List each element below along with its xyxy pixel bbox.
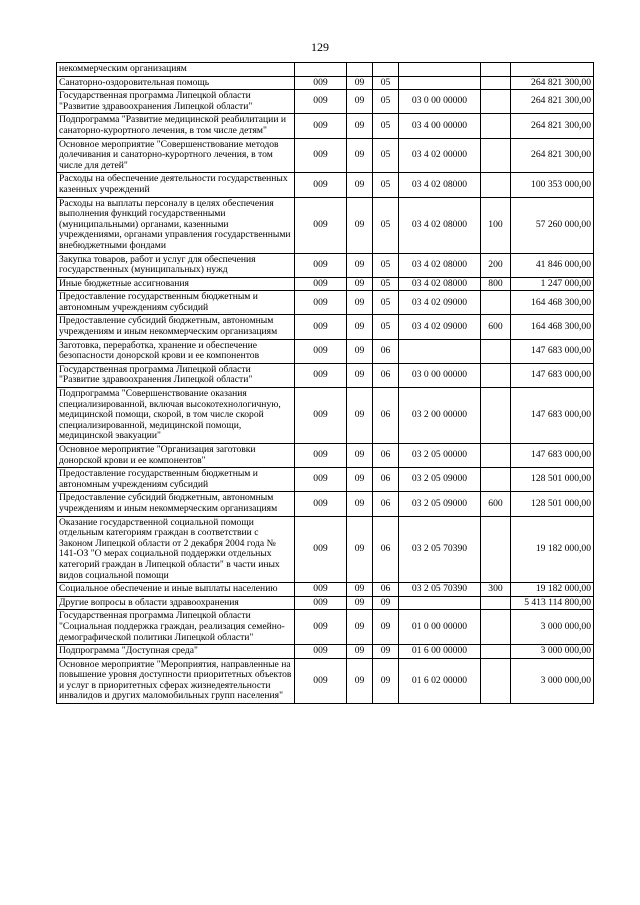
row-target-article-cell: 03 0 00 00000 — [399, 90, 481, 114]
row-section-cell: 09 — [347, 339, 373, 363]
table-row — [57, 388, 594, 444]
row-ved-cell: 009 — [295, 583, 347, 597]
row-ved-cell: 009 — [295, 610, 347, 645]
row-subsection-cell: 09 — [373, 596, 399, 610]
row-section-cell: 09 — [347, 583, 373, 597]
row-expense-type-cell — [481, 610, 511, 645]
row-target-article-cell: 01 6 00 00000 — [399, 645, 481, 659]
row-name-cell: Подпрограмма "Совершенствование оказания специализированной, включая высокотехнологичную, медицинской помощи, скорой, в том числе скорой специализированной, медицинской помощи, медицинской эвакуации" — [57, 388, 295, 444]
row-subsection-cell: 05 — [373, 90, 399, 114]
table-row — [57, 645, 594, 659]
row-name-cell: Предоставление государственным бюджетным и автономным учреждениям субсидий — [57, 291, 295, 315]
row-subsection-cell: 06 — [373, 363, 399, 387]
row-section-cell: 09 — [347, 138, 373, 173]
row-target-article-cell: 03 2 05 00000 — [399, 444, 481, 468]
row-ved-cell: 009 — [295, 253, 347, 277]
row-target-article-cell: 03 4 02 08000 — [399, 173, 481, 197]
row-subsection-cell: 05 — [373, 76, 399, 90]
row-target-article-cell: 03 2 05 70390 — [399, 583, 481, 597]
row-expense-type-cell — [481, 388, 511, 444]
row-amount-cell: 264 821 300,00 — [511, 76, 594, 90]
row-expense-type-cell — [481, 90, 511, 114]
row-ved-cell: 009 — [295, 645, 347, 659]
table-row — [57, 315, 594, 339]
row-name-cell: Государственная программа Липецкой области "Социальная поддержка граждан, реализация семейно-демографической политики Липецкой области" — [57, 610, 295, 645]
row-amount-cell: 264 821 300,00 — [511, 90, 594, 114]
table-row — [57, 658, 594, 703]
row-amount-cell — [511, 63, 594, 77]
row-expense-type-cell — [481, 291, 511, 315]
row-name-cell: Подпрограмма "Доступная среда" — [57, 645, 295, 659]
row-amount-cell: 147 683 000,00 — [511, 363, 594, 387]
row-name-cell: Расходы на обеспечение деятельности государственных казенных учреждений — [57, 173, 295, 197]
row-name-cell: Оказание государственной социальной помощи отдельным категориям граждан в соответствии с Законом Липецкой области от 2 декабря 2004 года № 141-ОЗ "О мерах социальной поддержки отдельных категорий граждан в Липецкой области" в части иных видов социальной помощи — [57, 516, 295, 583]
row-expense-type-cell — [481, 76, 511, 90]
row-section-cell: 09 — [347, 277, 373, 291]
row-target-article-cell: 03 4 02 09000 — [399, 291, 481, 315]
row-target-article-cell: 03 2 00 00000 — [399, 388, 481, 444]
row-name-cell: Подпрограмма "Развитие медицинской реабилитации и санаторно-курортного лечения, в том числе детям" — [57, 114, 295, 138]
row-subsection-cell: 06 — [373, 468, 399, 492]
row-expense-type-cell: 200 — [481, 253, 511, 277]
row-subsection-cell: 05 — [373, 138, 399, 173]
row-name-cell: Другие вопросы в области здравоохранения — [57, 596, 295, 610]
row-amount-cell: 264 821 300,00 — [511, 138, 594, 173]
row-section-cell: 09 — [347, 253, 373, 277]
row-subsection-cell: 09 — [373, 610, 399, 645]
row-ved-cell: 009 — [295, 363, 347, 387]
row-subsection-cell: 05 — [373, 277, 399, 291]
row-amount-cell: 128 501 000,00 — [511, 468, 594, 492]
table-row — [57, 253, 594, 277]
row-subsection-cell: 06 — [373, 444, 399, 468]
row-expense-type-cell — [481, 114, 511, 138]
row-amount-cell: 100 353 000,00 — [511, 173, 594, 197]
row-section-cell: 09 — [347, 291, 373, 315]
row-section-cell: 09 — [347, 114, 373, 138]
row-name-cell: Предоставление субсидий бюджетным, автономным учреждениям и иным некоммерческим организациям — [57, 492, 295, 516]
table-row — [57, 76, 594, 90]
row-target-article-cell: 01 0 00 00000 — [399, 610, 481, 645]
row-target-article-cell — [399, 339, 481, 363]
row-section-cell: 09 — [347, 90, 373, 114]
row-amount-cell: 3 000 000,00 — [511, 658, 594, 703]
table-row — [57, 90, 594, 114]
row-target-article-cell — [399, 76, 481, 90]
row-subsection-cell: 09 — [373, 658, 399, 703]
row-amount-cell: 164 468 300,00 — [511, 291, 594, 315]
row-ved-cell: 009 — [295, 388, 347, 444]
table-row — [57, 492, 594, 516]
row-section-cell: 09 — [347, 468, 373, 492]
row-amount-cell: 1 247 000,00 — [511, 277, 594, 291]
row-name-cell: Основное мероприятие "Мероприятия, направленные на повышение уровня доступности приоритетных объектов и услуг в приоритетных сферах жизнедеятельности инвалидов и других маломобильных групп населения" — [57, 658, 295, 703]
row-target-article-cell: 03 2 05 70390 — [399, 516, 481, 583]
row-target-article-cell — [399, 63, 481, 77]
row-ved-cell: 009 — [295, 315, 347, 339]
row-expense-type-cell — [481, 63, 511, 77]
row-section-cell: 09 — [347, 596, 373, 610]
row-ved-cell: 009 — [295, 291, 347, 315]
row-expense-type-cell: 600 — [481, 492, 511, 516]
table-row — [57, 197, 594, 253]
row-amount-cell: 147 683 000,00 — [511, 388, 594, 444]
row-name-cell: Закупка товаров, работ и услуг для обеспечения государственных (муниципальных) нужд — [57, 253, 295, 277]
row-target-article-cell: 03 4 02 08000 — [399, 197, 481, 253]
row-amount-cell: 147 683 000,00 — [511, 444, 594, 468]
row-name-cell: Государственная программа Липецкой области "Развитие здравоохранения Липецкой области" — [57, 363, 295, 387]
row-expense-type-cell — [481, 444, 511, 468]
row-target-article-cell: 03 4 00 00000 — [399, 114, 481, 138]
table-row — [57, 339, 594, 363]
table-row — [57, 596, 594, 610]
budget-table — [56, 62, 594, 704]
row-ved-cell: 009 — [295, 658, 347, 703]
row-amount-cell: 41 846 000,00 — [511, 253, 594, 277]
row-ved-cell: 009 — [295, 492, 347, 516]
row-section-cell: 09 — [347, 388, 373, 444]
row-amount-cell: 19 182 000,00 — [511, 516, 594, 583]
row-subsection-cell: 06 — [373, 516, 399, 583]
table-row — [57, 63, 594, 77]
table-row — [57, 173, 594, 197]
row-target-article-cell: 03 0 00 00000 — [399, 363, 481, 387]
row-amount-cell: 128 501 000,00 — [511, 492, 594, 516]
row-expense-type-cell — [481, 596, 511, 610]
row-subsection-cell: 06 — [373, 339, 399, 363]
row-section-cell: 09 — [347, 363, 373, 387]
row-ved-cell: 009 — [295, 114, 347, 138]
row-section-cell: 09 — [347, 76, 373, 90]
row-name-cell: Расходы на выплаты персоналу в целях обеспечения выполнения функций государственными (муниципальными) органами, казенными учреждениями, органами управления государственными внебюджетными фондами — [57, 197, 295, 253]
row-subsection-cell: 05 — [373, 114, 399, 138]
row-section-cell: 09 — [347, 173, 373, 197]
row-subsection-cell: 06 — [373, 492, 399, 516]
row-ved-cell: 009 — [295, 173, 347, 197]
row-amount-cell: 147 683 000,00 — [511, 339, 594, 363]
row-ved-cell: 009 — [295, 339, 347, 363]
row-ved-cell: 009 — [295, 76, 347, 90]
row-expense-type-cell — [481, 138, 511, 173]
table-row — [57, 583, 594, 597]
row-expense-type-cell: 300 — [481, 583, 511, 597]
row-name-cell: Предоставление субсидий бюджетным, автономным учреждениям и иным некоммерческим организациям — [57, 315, 295, 339]
row-ved-cell: 009 — [295, 596, 347, 610]
row-section-cell: 09 — [347, 197, 373, 253]
row-expense-type-cell — [481, 645, 511, 659]
row-ved-cell: 009 — [295, 468, 347, 492]
row-subsection-cell: 06 — [373, 583, 399, 597]
row-expense-type-cell — [481, 173, 511, 197]
table-row — [57, 468, 594, 492]
row-target-article-cell: 03 4 02 08000 — [399, 277, 481, 291]
row-expense-type-cell — [481, 363, 511, 387]
row-section-cell: 09 — [347, 444, 373, 468]
row-name-cell: Социальное обеспечение и иные выплаты населению — [57, 583, 295, 597]
table-row — [57, 610, 594, 645]
row-name-cell: Заготовка, переработка, хранение и обеспечение безопасности донорской крови и ее компонентов — [57, 339, 295, 363]
row-subsection-cell: 05 — [373, 197, 399, 253]
row-expense-type-cell: 800 — [481, 277, 511, 291]
table-row — [57, 516, 594, 583]
row-ved-cell: 009 — [295, 277, 347, 291]
page-number: 129 — [311, 40, 329, 54]
budget-table-body — [57, 63, 594, 704]
row-expense-type-cell: 600 — [481, 315, 511, 339]
row-section-cell: 09 — [347, 645, 373, 659]
table-row — [57, 277, 594, 291]
row-target-article-cell: 03 2 05 09000 — [399, 492, 481, 516]
row-ved-cell: 009 — [295, 90, 347, 114]
row-amount-cell: 57 260 000,00 — [511, 197, 594, 253]
row-target-article-cell — [399, 596, 481, 610]
row-ved-cell: 009 — [295, 197, 347, 253]
row-name-cell: Санаторно-оздоровительная помощь — [57, 76, 295, 90]
row-subsection-cell: 09 — [373, 645, 399, 659]
row-subsection-cell: 06 — [373, 388, 399, 444]
row-ved-cell — [295, 63, 347, 77]
row-name-cell: Основное мероприятие "Совершенствование методов долечивания и санаторно-курортного лечения, в том числе для детей" — [57, 138, 295, 173]
row-name-cell: некоммерческим организациям — [57, 63, 295, 77]
row-subsection-cell: 05 — [373, 315, 399, 339]
row-section-cell: 09 — [347, 315, 373, 339]
row-section-cell: 09 — [347, 610, 373, 645]
table-row — [57, 363, 594, 387]
table-row — [57, 138, 594, 173]
table-row — [57, 291, 594, 315]
row-name-cell: Государственная программа Липецкой области "Развитие здравоохранения Липецкой области" — [57, 90, 295, 114]
table-row — [57, 114, 594, 138]
row-amount-cell: 164 468 300,00 — [511, 315, 594, 339]
row-subsection-cell: 05 — [373, 253, 399, 277]
row-expense-type-cell — [481, 516, 511, 583]
row-amount-cell: 3 000 000,00 — [511, 645, 594, 659]
row-target-article-cell: 03 4 02 00000 — [399, 138, 481, 173]
row-expense-type-cell: 100 — [481, 197, 511, 253]
row-name-cell: Основное мероприятие "Организация заготовки донорской крови и ее компонентов" — [57, 444, 295, 468]
row-ved-cell: 009 — [295, 516, 347, 583]
row-target-article-cell: 03 2 05 09000 — [399, 468, 481, 492]
row-amount-cell: 3 000 000,00 — [511, 610, 594, 645]
row-expense-type-cell — [481, 658, 511, 703]
row-section-cell: 09 — [347, 658, 373, 703]
row-expense-type-cell — [481, 339, 511, 363]
row-section-cell: 09 — [347, 492, 373, 516]
row-section-cell: 09 — [347, 516, 373, 583]
row-amount-cell: 19 182 000,00 — [511, 583, 594, 597]
row-name-cell: Иные бюджетные ассигнования — [57, 277, 295, 291]
row-subsection-cell — [373, 63, 399, 77]
row-target-article-cell: 03 4 02 09000 — [399, 315, 481, 339]
row-subsection-cell: 05 — [373, 291, 399, 315]
table-row — [57, 444, 594, 468]
row-target-article-cell: 01 6 02 00000 — [399, 658, 481, 703]
row-target-article-cell: 03 4 02 08000 — [399, 253, 481, 277]
row-amount-cell: 264 821 300,00 — [511, 114, 594, 138]
row-ved-cell: 009 — [295, 138, 347, 173]
row-name-cell: Предоставление государственным бюджетным и автономным учреждениям субсидий — [57, 468, 295, 492]
row-subsection-cell: 05 — [373, 173, 399, 197]
row-section-cell — [347, 63, 373, 77]
row-expense-type-cell — [481, 468, 511, 492]
row-ved-cell: 009 — [295, 444, 347, 468]
row-amount-cell: 5 413 114 800,00 — [511, 596, 594, 610]
